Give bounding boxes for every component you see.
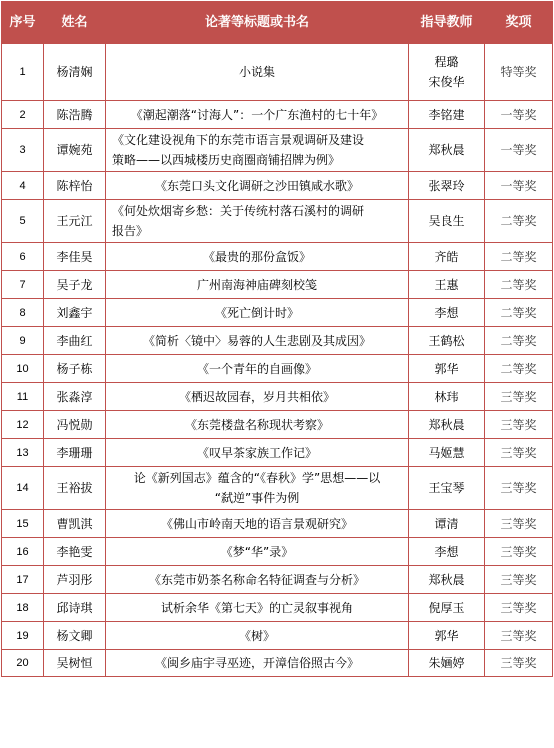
table-row bbox=[2, 566, 553, 594]
row-teacher: 李铭建 bbox=[409, 101, 485, 129]
row-title: 广州南海神庙碑刻校笺 bbox=[106, 271, 409, 299]
row-teacher: 李想 bbox=[409, 538, 485, 566]
row-name: 曹凯淇 bbox=[44, 510, 106, 538]
row-index: 20 bbox=[2, 650, 44, 677]
awards-table bbox=[1, 1, 553, 677]
header-name: 姓名 bbox=[44, 2, 106, 44]
row-teacher: 马姬慧 bbox=[409, 439, 485, 467]
row-index: 1 bbox=[2, 44, 44, 101]
row-name: 王元江 bbox=[44, 200, 106, 243]
row-name: 冯悦勋 bbox=[44, 411, 106, 439]
table-row bbox=[2, 650, 553, 677]
row-index: 19 bbox=[2, 622, 44, 650]
row-name: 杨子栋 bbox=[44, 355, 106, 383]
row-title: 《梦“华”录》 bbox=[106, 538, 409, 566]
row-title: 《潮起潮落“讨海人”：一个广东渔村的七十年》 bbox=[106, 101, 409, 129]
table-row bbox=[2, 243, 553, 271]
row-name: 刘鑫宇 bbox=[44, 299, 106, 327]
row-index: 2 bbox=[2, 101, 44, 129]
row-title: 《树》 bbox=[106, 622, 409, 650]
row-teacher: 郑秋晨 bbox=[409, 411, 485, 439]
row-teacher: 王惠 bbox=[409, 271, 485, 299]
row-index: 10 bbox=[2, 355, 44, 383]
row-award: 一等奖 bbox=[485, 101, 553, 129]
row-title-line: 报告》 bbox=[112, 224, 149, 238]
row-index: 12 bbox=[2, 411, 44, 439]
row-name: 张淼淳 bbox=[44, 383, 106, 411]
row-title: 试析余华《第七天》的亡灵叙事视角 bbox=[106, 594, 409, 622]
row-award: 三等奖 bbox=[485, 538, 553, 566]
table-row bbox=[2, 44, 553, 101]
header-teacher: 指导教师 bbox=[409, 2, 485, 44]
row-teacher: 齐皓 bbox=[409, 243, 485, 271]
row-index: 5 bbox=[2, 200, 44, 243]
table-row bbox=[2, 129, 553, 172]
row-title: 《闽乡庙宇寻巫迹，开漳信俗照古今》 bbox=[106, 650, 409, 677]
row-teacher: 郑秋晨 bbox=[409, 566, 485, 594]
row-name: 吴子龙 bbox=[44, 271, 106, 299]
row-title: 《叹早茶家族工作记》 bbox=[106, 439, 409, 467]
table-body bbox=[2, 44, 553, 677]
row-award: 特等奖 bbox=[485, 44, 553, 101]
row-index: 6 bbox=[2, 243, 44, 271]
row-name: 李曲红 bbox=[44, 327, 106, 355]
row-name: 杨文卿 bbox=[44, 622, 106, 650]
row-name: 吴树恒 bbox=[44, 650, 106, 677]
row-index: 7 bbox=[2, 271, 44, 299]
row-award: 三等奖 bbox=[485, 383, 553, 411]
table-row bbox=[2, 439, 553, 467]
row-index: 18 bbox=[2, 594, 44, 622]
row-title: 《佛山市岭南天地的语言景观研究》 bbox=[106, 510, 409, 538]
header-index: 序号 bbox=[2, 2, 44, 44]
row-title: 《东莞口头文化调研之沙田镇咸水歌》 bbox=[106, 172, 409, 200]
row-title-line: 论《新列国志》蕴含的“《春秋》学”思想——以 bbox=[133, 471, 381, 485]
row-award: 二等奖 bbox=[485, 327, 553, 355]
row-name: 谭婉苑 bbox=[44, 129, 106, 172]
row-index: 8 bbox=[2, 299, 44, 327]
header-title: 论著等标题或书名 bbox=[106, 2, 409, 44]
row-teacher: 李想 bbox=[409, 299, 485, 327]
row-award: 三等奖 bbox=[485, 510, 553, 538]
row-index: 16 bbox=[2, 538, 44, 566]
row-teacher: 张翠玲 bbox=[409, 172, 485, 200]
row-name: 邱诗琪 bbox=[44, 594, 106, 622]
row-index: 14 bbox=[2, 467, 44, 510]
row-title: 《东莞市奶茶名称命名特征调查与分析》 bbox=[106, 566, 409, 594]
row-title: 《死亡倒计时》 bbox=[106, 299, 409, 327]
row-award: 一等奖 bbox=[485, 129, 553, 172]
header-award: 奖项 bbox=[485, 2, 553, 44]
row-index: 11 bbox=[2, 383, 44, 411]
row-teacher-line: 宋俊华 bbox=[428, 75, 465, 89]
table-row bbox=[2, 200, 553, 243]
row-teacher: 谭清 bbox=[409, 510, 485, 538]
row-index: 15 bbox=[2, 510, 44, 538]
table-row bbox=[2, 101, 553, 129]
row-award: 二等奖 bbox=[485, 299, 553, 327]
row-title: 《栖迟故园春，岁月共相依》 bbox=[106, 383, 409, 411]
table-row bbox=[2, 327, 553, 355]
row-award: 二等奖 bbox=[485, 271, 553, 299]
table-row bbox=[2, 622, 553, 650]
table-header-row bbox=[2, 2, 553, 44]
table-row bbox=[2, 411, 553, 439]
table-row bbox=[2, 510, 553, 538]
row-award: 二等奖 bbox=[485, 355, 553, 383]
row-title: 《简析〈镜中〉易蓉的人生悲剧及其成因》 bbox=[106, 327, 409, 355]
table-row bbox=[2, 271, 553, 299]
row-award: 三等奖 bbox=[485, 411, 553, 439]
row-title: 《东莞楼盘名称现状考察》 bbox=[106, 411, 409, 439]
row-teacher: 郭华 bbox=[409, 355, 485, 383]
row-award: 三等奖 bbox=[485, 622, 553, 650]
row-teacher-line: 程璐 bbox=[434, 55, 459, 69]
row-index: 13 bbox=[2, 439, 44, 467]
row-name: 李佳昊 bbox=[44, 243, 106, 271]
row-teacher: 郭华 bbox=[409, 622, 485, 650]
row-index: 9 bbox=[2, 327, 44, 355]
row-award: 三等奖 bbox=[485, 566, 553, 594]
row-award: 三等奖 bbox=[485, 467, 553, 510]
row-award: 一等奖 bbox=[485, 172, 553, 200]
row-teacher: 吴良生 bbox=[409, 200, 485, 243]
row-teacher: 倪厚玉 bbox=[409, 594, 485, 622]
row-index: 3 bbox=[2, 129, 44, 172]
row-name: 李艳雯 bbox=[44, 538, 106, 566]
row-teacher: 郑秋晨 bbox=[409, 129, 485, 172]
row-award: 二等奖 bbox=[485, 243, 553, 271]
row-title-line: 策略——以西城楼历史商圈商铺招牌为例》 bbox=[112, 153, 341, 167]
row-name: 李珊珊 bbox=[44, 439, 106, 467]
row-index: 17 bbox=[2, 566, 44, 594]
table-row bbox=[2, 594, 553, 622]
table-row bbox=[2, 467, 553, 510]
row-teacher: 林玮 bbox=[409, 383, 485, 411]
table-row bbox=[2, 538, 553, 566]
row-award: 三等奖 bbox=[485, 650, 553, 677]
row-title: 《一个青年的自画像》 bbox=[106, 355, 409, 383]
row-teacher: 王鹤松 bbox=[409, 327, 485, 355]
row-title bbox=[106, 129, 409, 172]
row-title-line: 《文化建设视角下的东莞市语言景观调研及建设 bbox=[112, 133, 365, 147]
row-title-line: 《何处炊烟寄乡愁：关于传统村落石溪村的调研 bbox=[112, 204, 365, 218]
row-title: 《最贵的那份盒饭》 bbox=[106, 243, 409, 271]
row-teacher bbox=[409, 44, 485, 101]
row-title bbox=[106, 200, 409, 243]
row-title bbox=[106, 467, 409, 510]
row-name: 陈浩腾 bbox=[44, 101, 106, 129]
table-row bbox=[2, 355, 553, 383]
row-teacher: 王宝琴 bbox=[409, 467, 485, 510]
row-title-line: “弑逆”事件为例 bbox=[214, 491, 300, 505]
row-name: 杨清娴 bbox=[44, 44, 106, 101]
row-award: 二等奖 bbox=[485, 200, 553, 243]
row-index: 4 bbox=[2, 172, 44, 200]
row-award: 三等奖 bbox=[485, 439, 553, 467]
table-row bbox=[2, 299, 553, 327]
table-row bbox=[2, 383, 553, 411]
row-name: 芦羽彤 bbox=[44, 566, 106, 594]
row-name: 陈梓怡 bbox=[44, 172, 106, 200]
row-title: 小说集 bbox=[106, 44, 409, 101]
row-award: 三等奖 bbox=[485, 594, 553, 622]
row-teacher: 朱婳婷 bbox=[409, 650, 485, 677]
row-name: 王裕拔 bbox=[44, 467, 106, 510]
table-row bbox=[2, 172, 553, 200]
